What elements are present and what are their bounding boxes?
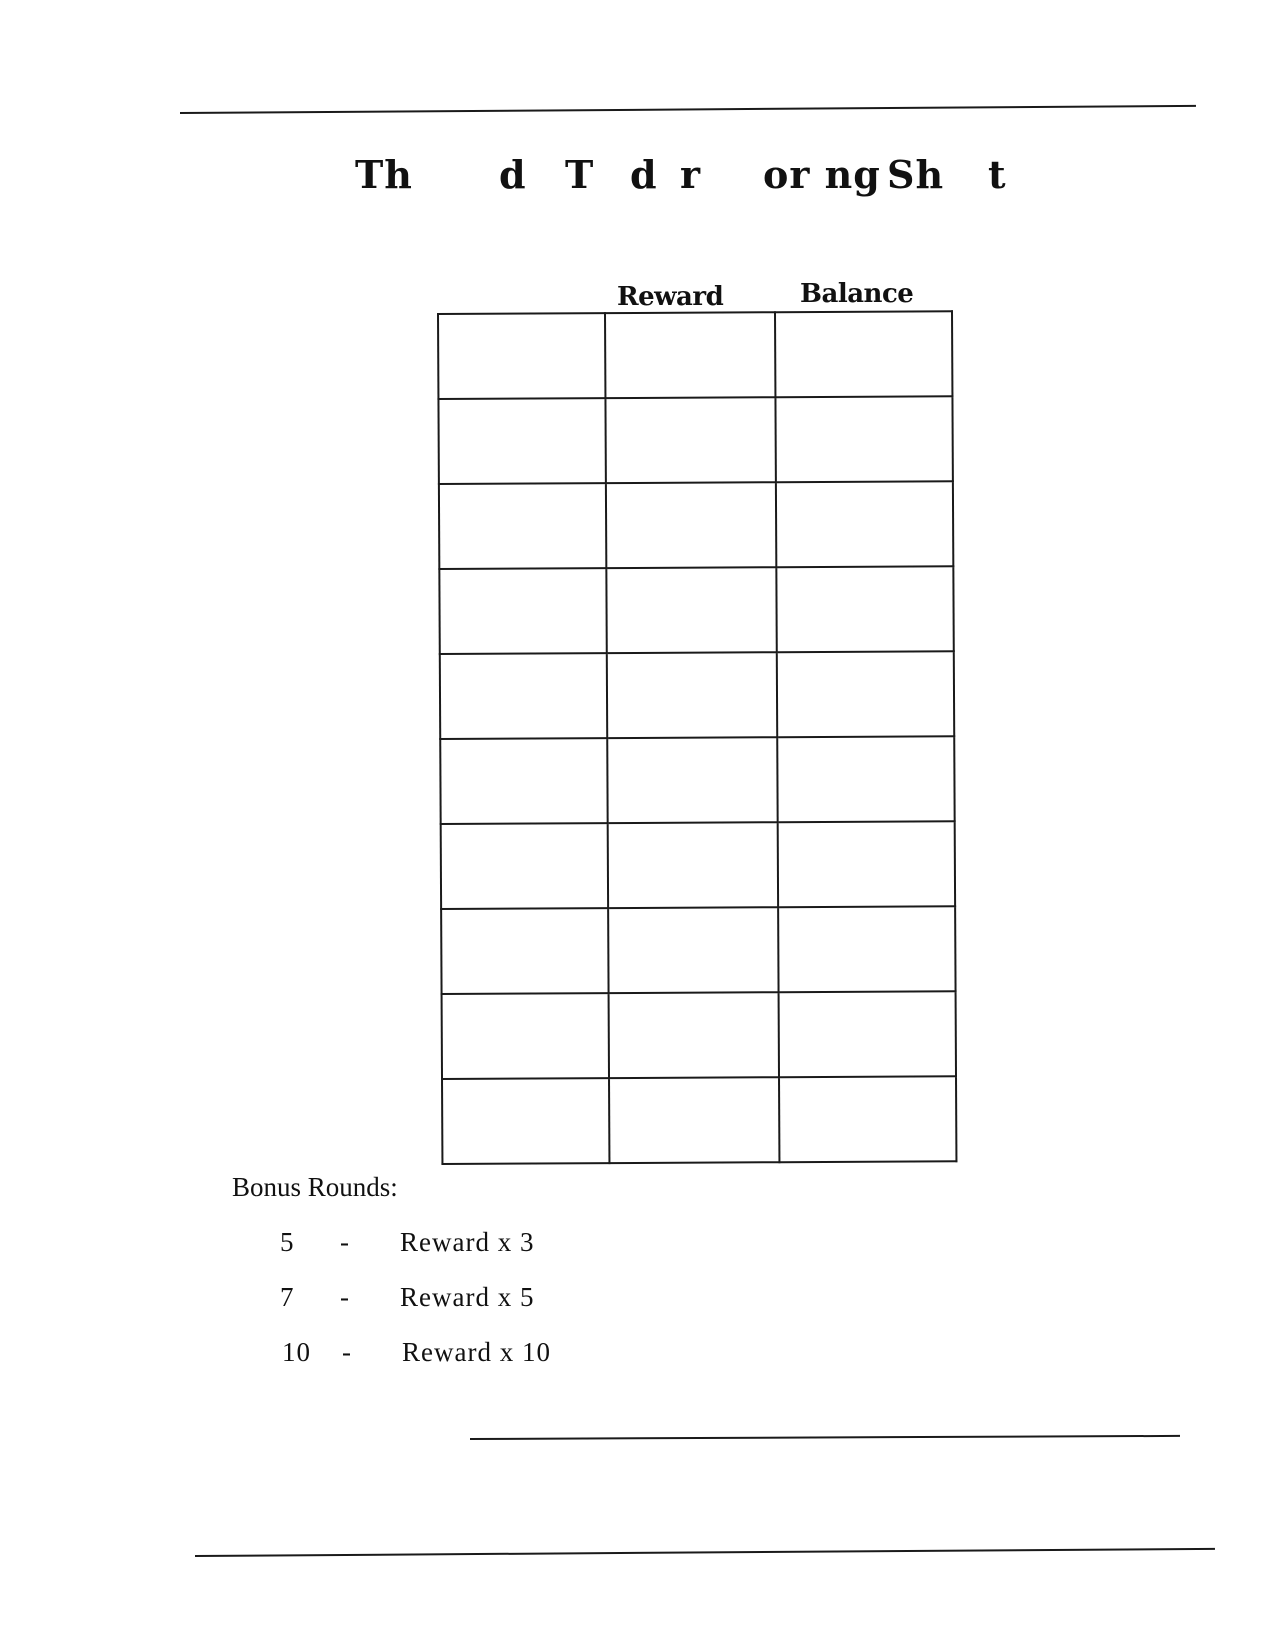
title-fragment: T [565, 152, 595, 197]
table-cell[interactable] [439, 483, 606, 569]
table-row [438, 311, 952, 399]
bonus-round-reward: Reward x 10 [402, 1337, 551, 1367]
column-header-reward: Reward [617, 282, 724, 312]
bonus-rounds-heading: Bonus Rounds: [232, 1172, 398, 1202]
table-cell[interactable] [777, 736, 954, 822]
table-cell[interactable] [440, 653, 607, 739]
table-cell[interactable] [777, 651, 954, 737]
table-cell[interactable] [438, 398, 605, 484]
bonus-round-dash: - [340, 1282, 350, 1312]
table-cell[interactable] [608, 822, 778, 908]
table-cell[interactable] [778, 906, 955, 992]
title-fragment: Sh [887, 152, 945, 197]
table-row [441, 906, 955, 994]
table-cell[interactable] [607, 652, 777, 738]
table-cell[interactable] [609, 992, 779, 1078]
table-row [440, 736, 954, 824]
bonus-round-number: 7 [280, 1282, 295, 1312]
table-cell[interactable] [442, 1078, 609, 1164]
table-cell[interactable] [608, 907, 778, 993]
title-fragment: d [630, 152, 658, 197]
table-cell[interactable] [605, 312, 775, 398]
bonus-round-dash: - [342, 1337, 352, 1367]
table-cell[interactable] [778, 821, 955, 907]
table-row [440, 651, 954, 739]
table-cell[interactable] [441, 908, 608, 994]
table-row [441, 821, 955, 909]
table-cell[interactable] [609, 1077, 779, 1163]
table-cell[interactable] [607, 737, 777, 823]
table-row [439, 566, 953, 654]
title-fragment: t [988, 152, 1007, 197]
bonus-round-number: 5 [280, 1227, 295, 1257]
table-cell[interactable] [442, 993, 609, 1079]
column-header-balance: Balance [800, 279, 914, 309]
title-fragment: r [680, 152, 702, 197]
table-cell[interactable] [779, 1076, 956, 1162]
table-row [442, 991, 956, 1079]
table-cell[interactable] [605, 397, 775, 483]
table-cell[interactable] [438, 313, 605, 399]
scoring-table [437, 310, 957, 1165]
signature-line [470, 1435, 1180, 1440]
table-cell[interactable] [606, 567, 776, 653]
table-row [438, 396, 952, 484]
table-cell[interactable] [779, 991, 956, 1077]
table-cell[interactable] [775, 311, 952, 397]
table-cell[interactable] [440, 738, 607, 824]
table-cell[interactable] [439, 568, 606, 654]
table-cell[interactable] [775, 396, 952, 482]
table-row [439, 481, 953, 569]
bonus-round-reward: Reward x 5 [400, 1282, 535, 1312]
table-cell[interactable] [606, 482, 776, 568]
bottom-divider-line [195, 1548, 1215, 1557]
title-fragment: d [499, 152, 527, 197]
bonus-round-dash: - [340, 1227, 350, 1257]
table-row [442, 1076, 956, 1164]
table-cell[interactable] [776, 481, 953, 567]
table-cell[interactable] [776, 566, 953, 652]
title-fragment: or ng [763, 152, 881, 197]
top-divider-line [180, 105, 1196, 114]
bonus-round-reward: Reward x 3 [400, 1227, 535, 1257]
table-cell[interactable] [441, 823, 608, 909]
title-fragment: Th [355, 152, 413, 197]
page-title [355, 152, 1035, 212]
bonus-round-number: 10 [282, 1337, 311, 1367]
